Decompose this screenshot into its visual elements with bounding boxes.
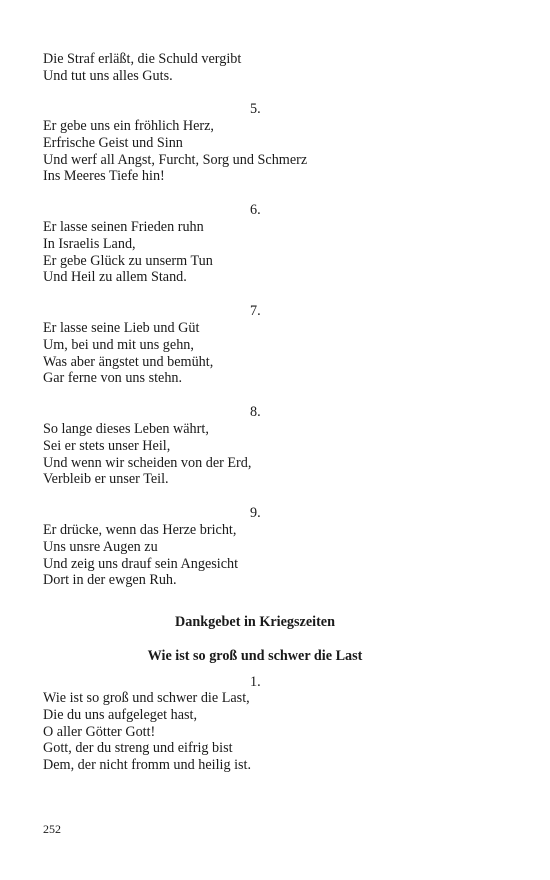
hymn-title: Wie ist so groß und schwer die Last [147,648,363,664]
verse-line: Gar ferne von uns stehn. [43,370,183,387]
verse-line: Er gebe Glück zu unserm Tun [43,252,213,269]
verse-line: Und zeig uns drauf sein Angesicht [43,555,239,572]
verse-line: Dort in der ewgen Ruh. [43,572,177,589]
verse-line: Und tut uns alles Guts. [43,67,173,84]
stanza-continuation [43,51,473,85]
stanza-number: 9. [250,505,261,521]
verse-line: Und Heil zu allem Stand. [43,269,187,286]
verse-line: O aller Götter Gott! [43,723,156,740]
stanza [43,690,473,774]
stanza [43,421,473,488]
stanza-number: 7. [250,303,261,319]
verse-line: Die Straf erläßt, die Schuld vergibt [43,51,242,67]
stanza-number: 5. [250,101,261,117]
verse-line: Er lasse seine Lieb und Güt [43,320,200,336]
verse-line: Er lasse seinen Frieden ruhn [43,219,204,235]
verse-line: Dem, der nicht fromm und heilig ist. [43,757,252,774]
stanza [43,522,473,589]
verse-line: Die du uns aufgeleget hast, [43,706,198,723]
verse-line: Erfrische Geist und Sinn [43,134,183,151]
verse-line: Er drücke, wenn das Herze bricht, [43,522,237,538]
verse-line: In Israelis Land, [43,235,136,252]
stanza [43,118,473,185]
stanza [43,219,473,286]
verse-line: Sei er stets unser Heil, [43,437,171,454]
stanza-number: 8. [250,404,261,420]
verse-line: Und werf all Angst, Furcht, Sorg und Schmerz [43,151,308,168]
verse-line: So lange dieses Leben währt, [43,421,209,437]
verse-line: Verbleib er unser Teil. [43,471,169,488]
verse-line: Er gebe uns ein fröhlich Herz, [43,118,214,134]
section-title: Dankgebet in Kriegszeiten [175,614,335,630]
page-number: 252 [43,822,61,836]
verse-line: Um, bei und mit uns gehn, [43,336,194,353]
verse-line: Wie ist so groß und schwer die Last, [43,690,250,706]
verse-line: Was aber ängstet und bemüht, [43,353,214,370]
verse-line: Uns unsre Augen zu [43,538,158,555]
stanza-number: 1. [250,674,261,690]
verse-line: Gott, der du streng und eifrig bist [43,740,233,757]
stanza [43,320,473,387]
stanza-number: 6. [250,202,261,218]
verse-line: Und wenn wir scheiden von der Erd, [43,454,252,471]
verse-line: Ins Meeres Tiefe hin! [43,168,165,185]
